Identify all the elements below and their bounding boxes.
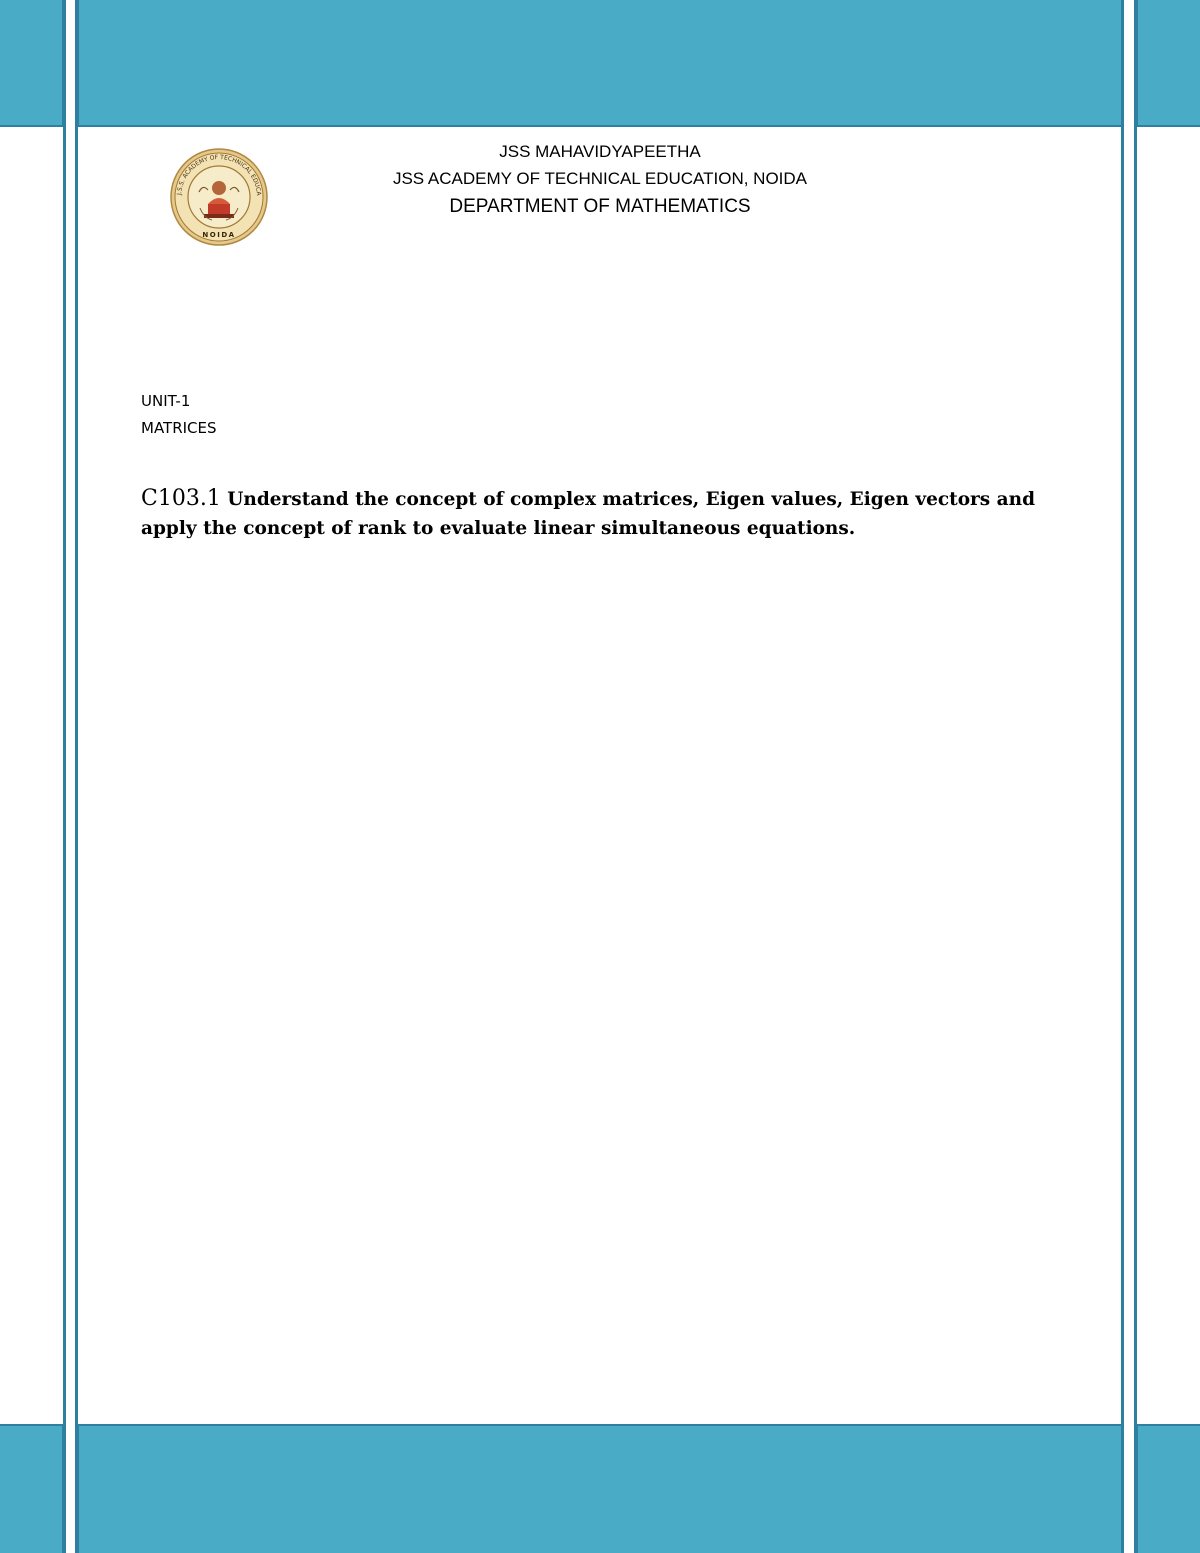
unit-title: MATRICES xyxy=(141,419,217,437)
course-outcome xyxy=(141,484,1041,543)
outcome-code: C103.1 xyxy=(141,486,221,511)
header-line-2: JSS ACADEMY OF TECHNICAL EDUCATION, NOIDA xyxy=(392,169,808,188)
svg-text:J.S.S. ACADEMY OF TECHNICAL ED: J.S.S. ACADEMY OF TECHNICAL EDUCA xyxy=(176,153,262,196)
frame-line-right-outer xyxy=(1134,0,1137,1553)
unit-number: UNIT-1 xyxy=(141,392,191,410)
bottom-banner xyxy=(77,1424,1123,1553)
header-line-3: DEPARTMENT OF MATHEMATICS xyxy=(449,196,751,217)
header-line-1: JSS MAHAVIDYAPEETHA xyxy=(499,142,701,161)
top-banner xyxy=(77,0,1123,127)
top-right-side-panel xyxy=(1136,0,1200,127)
bottom-right-side-panel xyxy=(1136,1424,1200,1553)
frame-line-right-inner xyxy=(1121,0,1124,1553)
svg-text:NOIDA: NOIDA xyxy=(202,231,236,239)
institution-seal-icon xyxy=(170,148,268,246)
outcome-text: Understand the concept of complex matrices, Eigen values, Eigen vectors and apply the concept of rank to evaluate linear simultaneous equations. xyxy=(141,489,1036,539)
frame-line-left-inner xyxy=(75,0,78,1553)
frame-line-left-outer xyxy=(63,0,66,1553)
top-left-side-panel xyxy=(0,0,64,127)
bottom-left-side-panel xyxy=(0,1424,64,1553)
